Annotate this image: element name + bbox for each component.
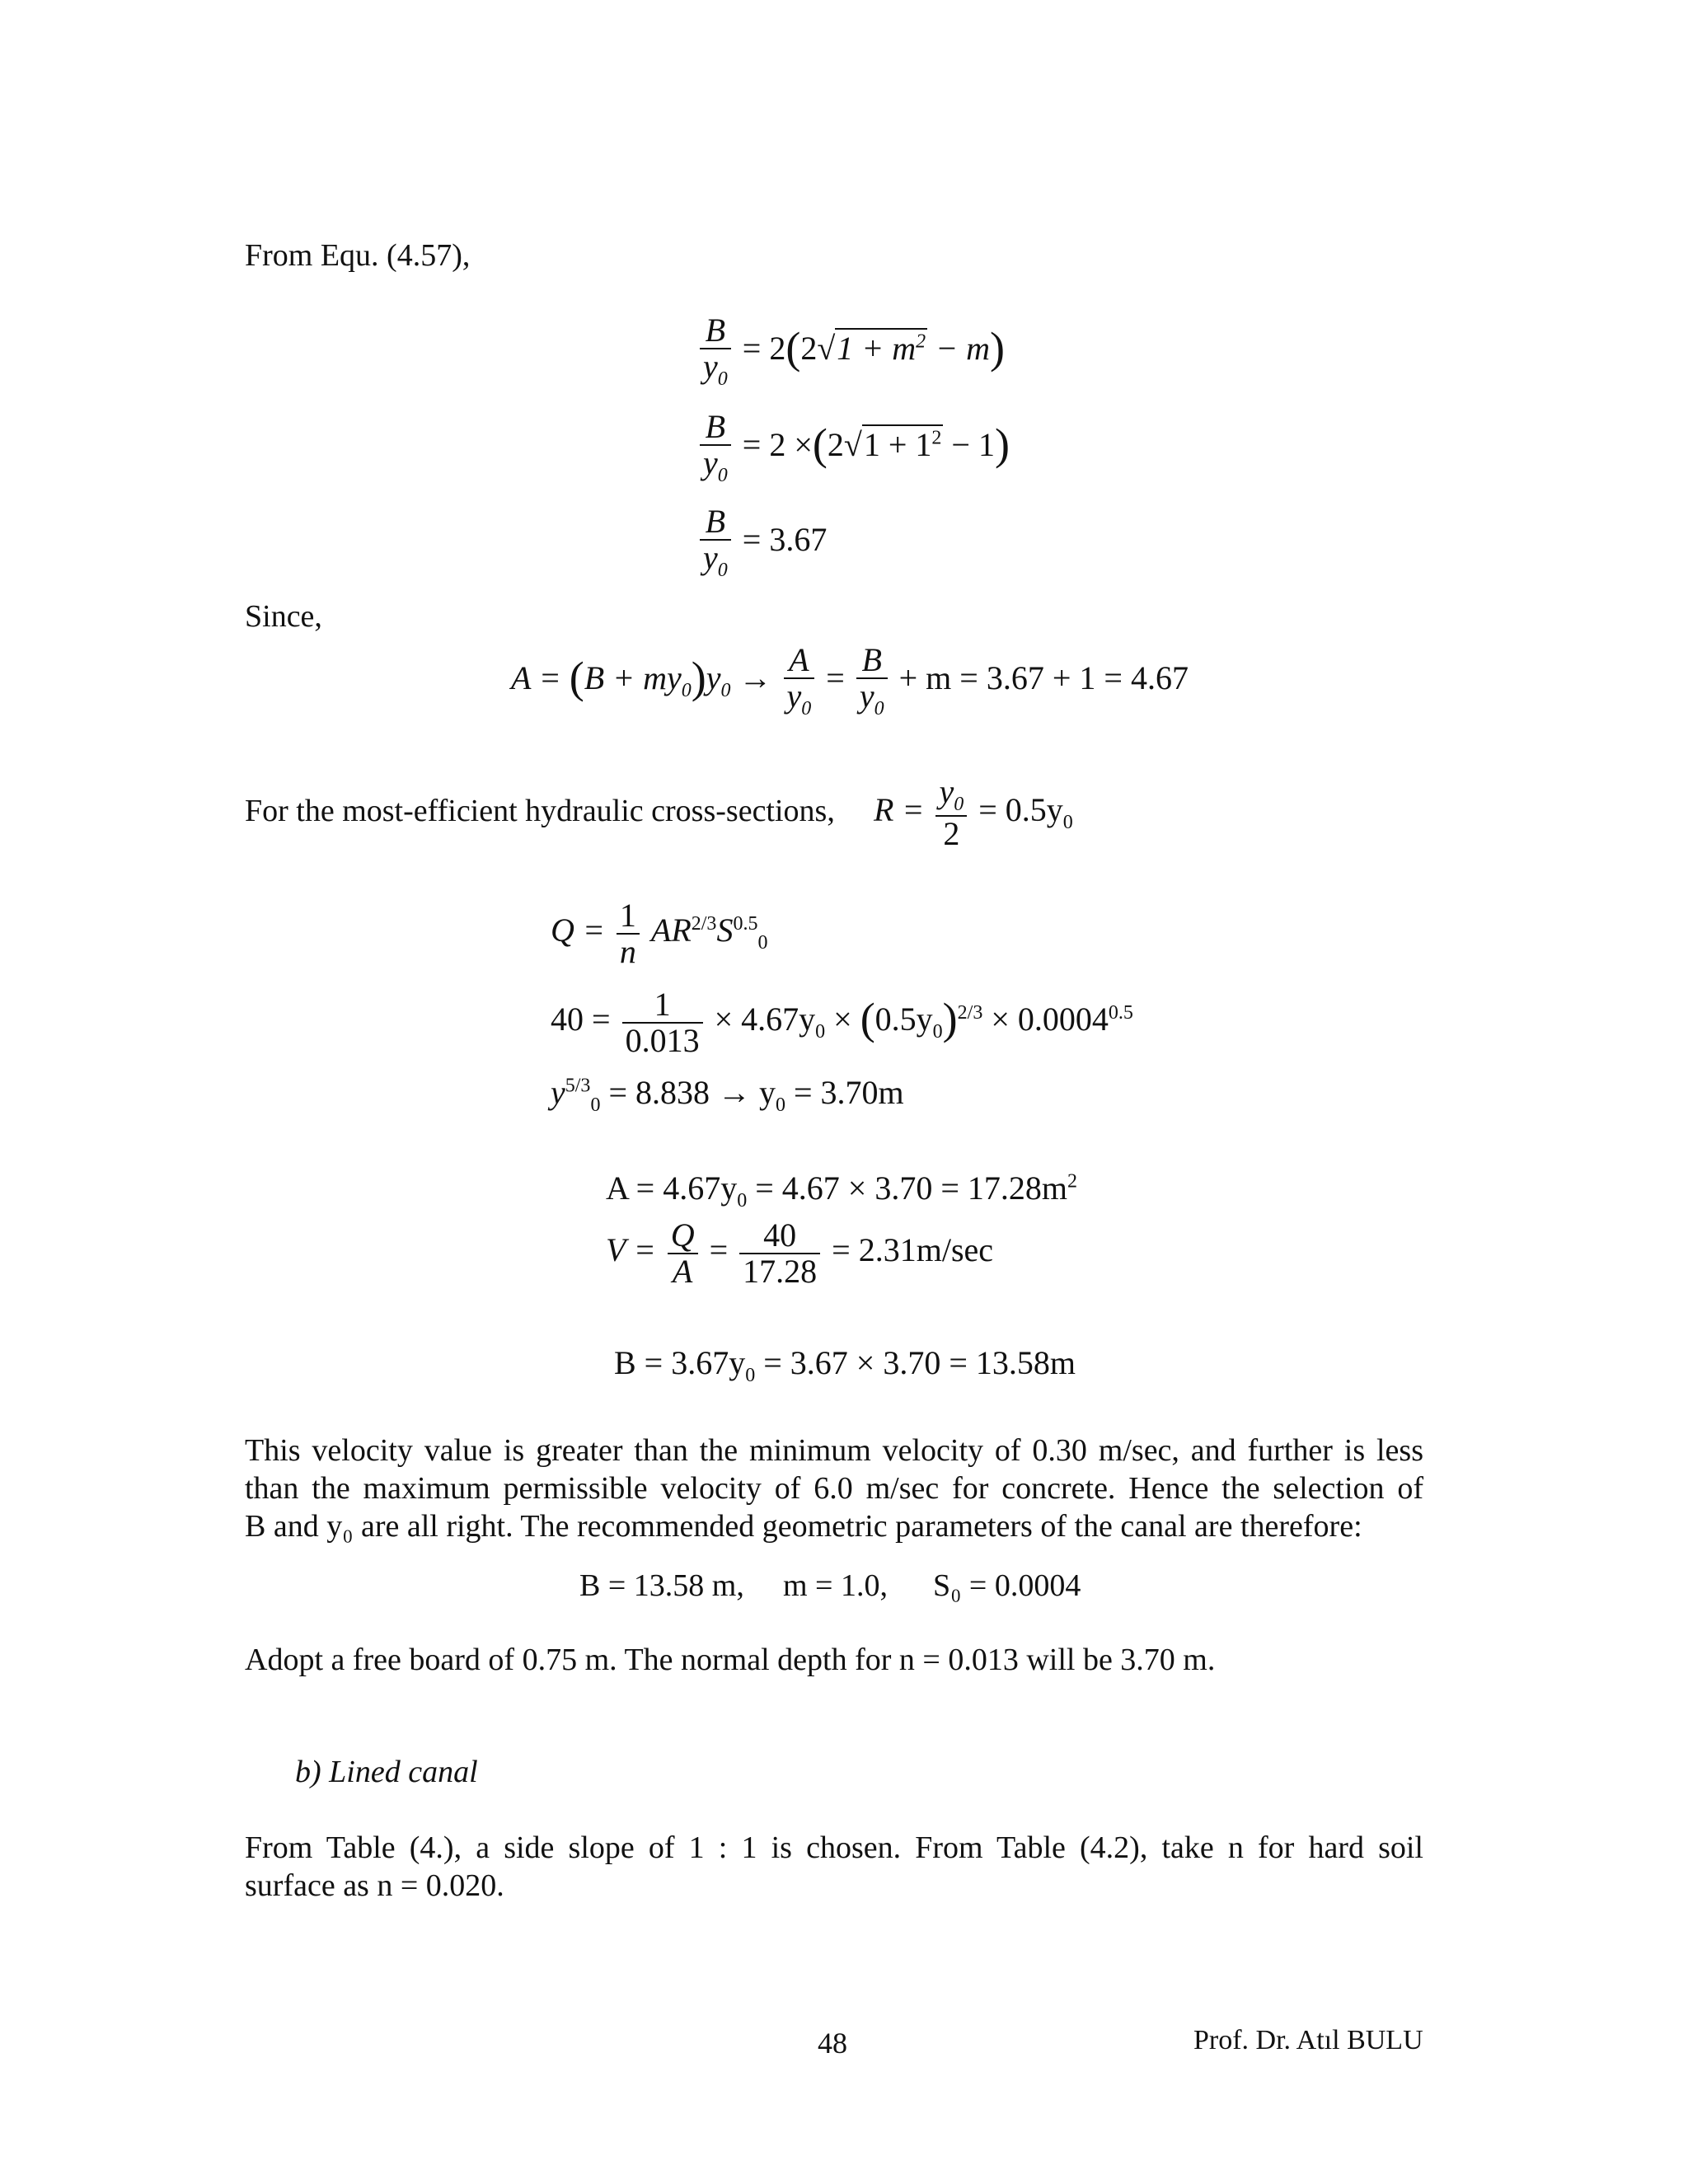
since-text: Since,: [245, 599, 322, 634]
equation-b-over-y0-result: $\frac{B}{y_0}$ = 3.67: [696, 504, 827, 581]
equation-bottom-width: $B = 3.67y_0 = 3.67 \times 3.70 = 13.58m$: [614, 1344, 1076, 1386]
paragraph-line: B and y₀ are all right. The recommended geometric parameters of the canal are therefore:: [245, 1509, 1362, 1544]
paragraph-line: This velocity value is greater than the minimum velocity of 0.30 m/sec, and further is less: [245, 1433, 1423, 1468]
equation-b-over-y0-general: $\frac{B}{y_0}$ = $2(2√1 + m^2 - m)$: [696, 313, 1005, 390]
paragraph-line: surface as n = 0.020.: [245, 1868, 504, 1903]
param-m: m = 1.0,: [783, 1568, 888, 1603]
equation-manning-substituted: 40 = $\frac{1}{0.013}$ × $4.67y_0 \times (0.5y_0)^{2/3} \times 0.0004^{0.5}$: [551, 986, 1133, 1059]
efficient-text: For the most-efficient hydraulic cross-sections,: [245, 794, 835, 828]
table-paragraph: [245, 1829, 1423, 1905]
equation-b-over-y0-substituted: $\frac{B}{y_0}$ = $2 \times(2√1 + 1^2 - 1)$: [696, 410, 1010, 486]
param-b: B = 13.58 m,: [579, 1568, 744, 1603]
equation-area-value: $A = 4.67y_0 = 4.67 \times 3.70 = 17.28m^2$: [606, 1169, 1078, 1212]
paragraph-line: than the maximum permissible velocity of 6.0 m/sec for concrete. Hence the selection of: [245, 1471, 1423, 1506]
velocity-paragraph: [245, 1432, 1423, 1545]
param-s0: S₀ = 0.0004: [933, 1568, 1081, 1603]
equation-hydraulic-radius: R = $\frac{y_0}{2}$ = $0.5y_0$: [874, 773, 1073, 853]
equation-manning: Q = $\frac{1}{n}$ $AR^{2/3}S^{0.5}_0$: [551, 897, 768, 970]
page-number: 48: [818, 2027, 847, 2060]
equation-velocity: V = $\frac{Q}{A}$ = $\frac{40}{17.28}$ = 2.31m/sec: [606, 1216, 994, 1290]
equation-normal-depth: $y^{5/3}_0 = 8.838 \to y_0 = 3.70m$: [551, 1074, 904, 1116]
footer-author: Prof. Dr. Atıl BULU: [1193, 2025, 1423, 2055]
section-heading-lined-canal: b) Lined canal: [295, 1755, 478, 1789]
equation-area: $A = (B + my_0)y_0$ → $\frac{A}{y_0}$ = $\frac{B}{y_0}$ + m = 3.67 + 1 = 4.67: [511, 641, 1189, 719]
paragraph-line: From Table (4.), a side slope of 1 : 1 is chosen. From Table (4.2), take n for hard soil: [245, 1830, 1423, 1865]
intro-text: From Equ. (4.57),: [245, 238, 471, 273]
freeboard-text: Adopt a free board of 0.75 m. The normal depth for n = 0.013 will be 3.70 m.: [245, 1643, 1216, 1677]
